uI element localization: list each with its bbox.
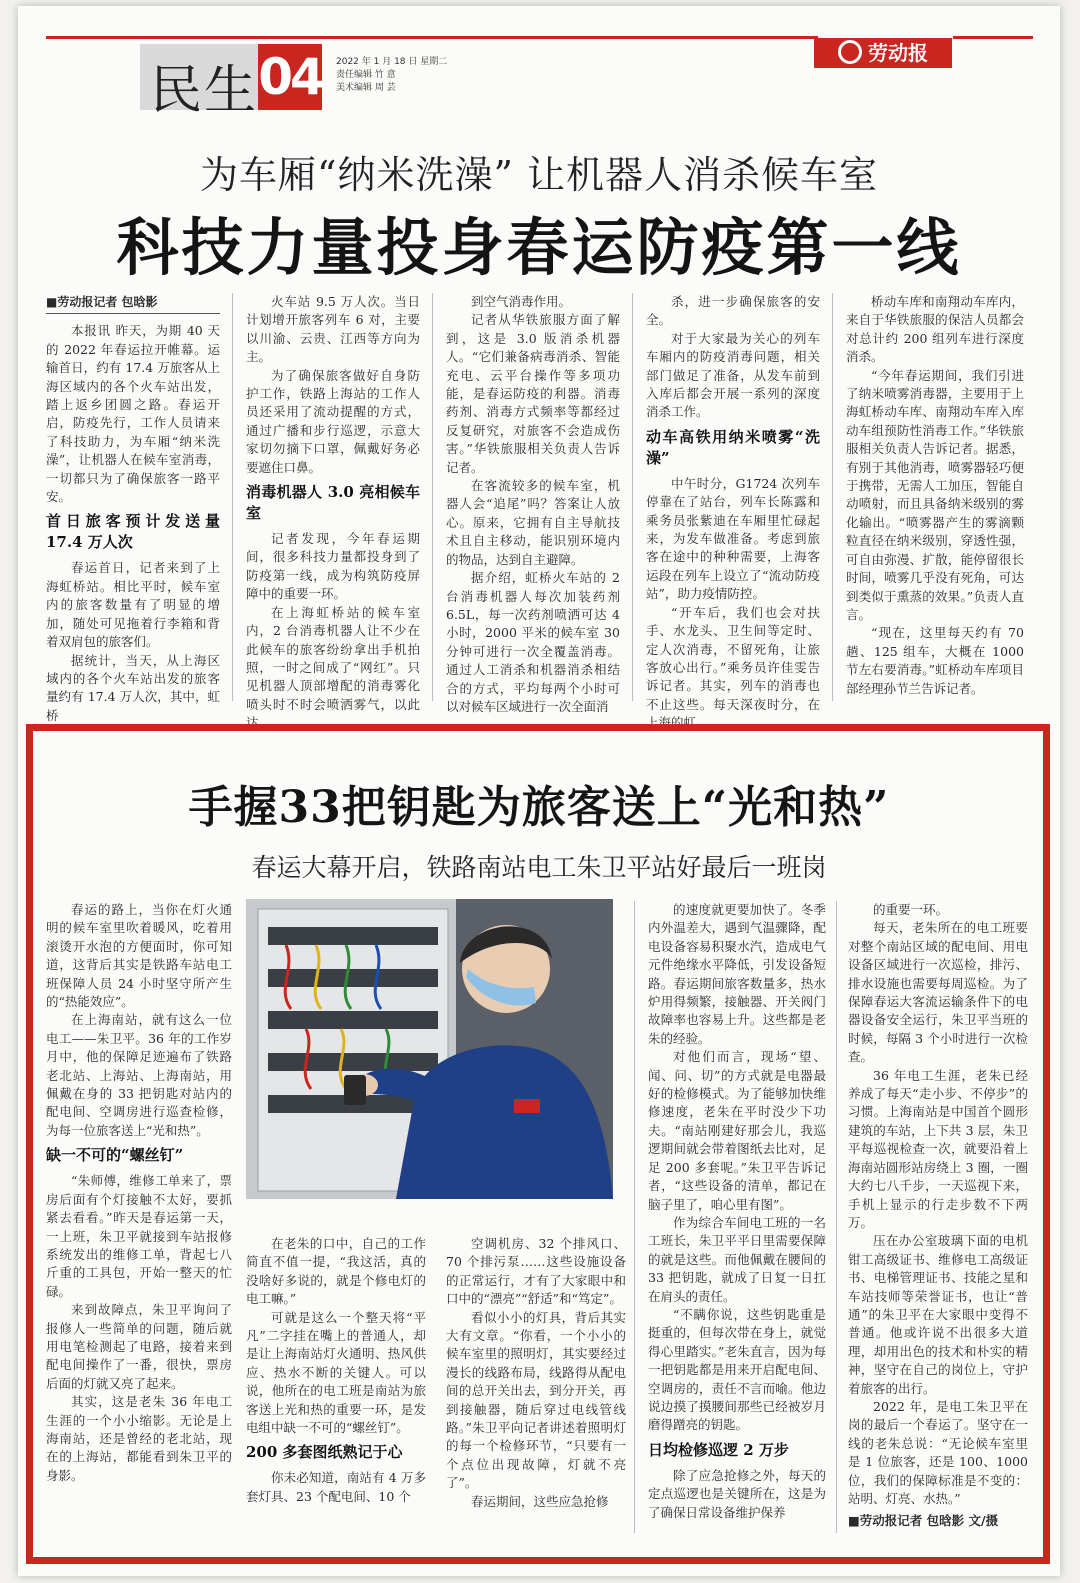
article2-column-2 bbox=[246, 1235, 426, 1535]
paragraph: 到空气消毒作用。 bbox=[471, 294, 572, 309]
section-title: 民生 bbox=[150, 61, 259, 121]
paragraph: 在上海虹桥站的候车室内，2 台消毒机器人让不少在此候车的旅客纷纷拿出手机拍照，一时之间成了“网红”。只见机器人顶部增配的消毒雾化喷头时不时会喷洒雾气，以此达 bbox=[246, 604, 420, 731]
paragraph: 在客流较多的候车室，机器人会“追尾”吗？答案让人放心。原来，它拥有自主导航技术且自主移动，能识别环境内的物品，达到自主避障。 bbox=[446, 478, 620, 567]
subheading: 200 多套图纸熟记于心 bbox=[246, 1443, 403, 1462]
photo-credit: ■劳动报记者 包晗影 文/摄 bbox=[848, 1513, 999, 1529]
paragraph: 对于大家最为关心的列车车厢内的防疫消毒问题，相关部门做足了准备，从发车前到入库后都会开展一系列的深度消杀工作。 bbox=[646, 330, 820, 420]
editor-line: 责任编辑 竹 意 bbox=[336, 70, 396, 80]
article2-column-1 bbox=[46, 901, 232, 1533]
newspaper-page bbox=[18, 6, 1060, 1576]
paragraph: 每天，老朱所在的电工班要对整个南站区域的配电间、用电设备区域进行一次巡检，排污、排水设施也需要每周巡检。为了保障春运大客流运输条件下的电器设备安全运行，朱卫平当班的时候，每隔 3 个小时进行一次检查。 bbox=[848, 920, 1028, 1065]
paragraph: 其实，这是老朱 36 年电工生涯的一个小小缩影。无论是上海南站，还是曾经的老北站，现在的上海站，都能看到朱卫平的身影。 bbox=[46, 1394, 232, 1483]
paragraph: 杀，进一步确保旅客的安全。 bbox=[646, 294, 820, 328]
paragraph: 春运期间，这些应急抢修 bbox=[471, 1493, 609, 1509]
paragraph: 看似小小的灯具，背后其实大有文章。“你看，一个小小的候车室里的照明灯，其实要经过漫长的线路布局，线路得从配电间的总开关出去，到分开关，再到接触器，随后穿过电线管线路。”朱卫平向记者讲述着照明灯的每一个检修环节，“只要有一个点位出现故障，灯就不亮了”。 bbox=[446, 1309, 626, 1491]
article1-column-1 bbox=[46, 293, 220, 723]
column-divider bbox=[232, 293, 233, 701]
paragraph: “朱师傅，维修工单来了，票房后面有个灯接触不太好，要抓紧去看看。”昨天是春运第一天，一上班，朱卫平就接到车站报修系统发出的维修工单，背起七八斤重的工具包，开始一整天的忙碌。 bbox=[46, 1173, 232, 1299]
column-divider bbox=[432, 293, 433, 701]
date-line: 2022 年 1 月 18 日 星期二 bbox=[336, 57, 448, 67]
paragraph: 的重要一环。 bbox=[873, 902, 949, 917]
paragraph: “不瞒你说，这些钥匙重是挺重的，但每次带在身上，就觉得心里踏实。”老朱直言，因为每一把钥匙都是用来开启配电间、空调房的，责任不言而喻。他边说边摸了摸腰间那些已经被岁月磨得蹭亮的钥匙。 bbox=[648, 1306, 826, 1433]
article2-headline: 手握33把钥匙为旅客送上“光和热” bbox=[188, 782, 890, 833]
byline: ■劳动报记者 包晗影 bbox=[46, 293, 220, 314]
paragraph: 桥动车库和南翔动车库内，来自于华铁旅服的保洁人员都会对总计约 200 组列车进行深度消杀。 bbox=[846, 294, 1024, 365]
art-editor-line: 美术编辑 周 芸 bbox=[336, 83, 396, 93]
paragraph: 压在办公室玻璃下面的电机钳工高级证书、维修电工高级证书、电梯管理证书、技能之星和车站技师等荣誉证书，也让“普通”的朱卫平在大家眼中变得不普通。他或许说不出很多大道理，却用出色的技术和朴实的精神，坚守在自己的岗位上，守护着旅客的出行。 bbox=[848, 1233, 1028, 1396]
article2-column-3 bbox=[446, 1235, 626, 1535]
paragraph: 春运的路上，当你在灯火通明的候车室里吹着暖风，吃着用滚烫开水泡的方便面时，你可知道，这背后其实是铁路车站电工班保障人员 24 小时坚守所产生的“热能效应”。 bbox=[46, 902, 232, 1010]
paragraph: 为了确保旅客做好自身防护工作，铁路上海站的工作人员还采用了流动提醒的方式，通过广播和步行巡逻，示意大家切勿摘下口罩，佩戴好务必要遮住口鼻。 bbox=[246, 367, 420, 475]
article2-column-4 bbox=[648, 901, 826, 1533]
paragraph: 2022 年，是电工朱卫平在岗的最后一个春运了。坚守在一线的老朱总说：“无论候车室里是 1 位旅客，还是 100、1000 位，我们的保障标准是不变的：站明、灯亮、水热。” bbox=[848, 1398, 1028, 1506]
paragraph: 作为综合车间电工班的一名工班长，朱卫平平日里需要保障的就是这些。而他佩戴在腰间的 33 把钥匙，就成了日复一日扛在肩头的责任。 bbox=[648, 1214, 826, 1304]
subheading: 日均检修巡逻 2 万步 bbox=[648, 1440, 789, 1459]
column-divider bbox=[832, 293, 833, 701]
paragraph: 你未必知道，南站有 4 万多套灯具、23 个配电间、10 个 bbox=[246, 1470, 426, 1504]
article1-column-4 bbox=[646, 293, 820, 731]
article2-kicker: 春运大幕开启，铁路南站电工朱卫平站好最后一班岗 bbox=[251, 853, 827, 882]
logo-text: 劳动报 bbox=[868, 41, 928, 65]
newspaper-logo bbox=[814, 38, 952, 68]
page-number: 04 bbox=[258, 44, 322, 110]
subheading: 消毒机器人 3.0 亮相候车室 bbox=[246, 483, 420, 523]
article1-column-2 bbox=[246, 293, 420, 731]
paragraph: 在老朱的口中，自己的工作简直不值一提，“我这活，真的没啥好多说的，就是个修电灯的电工嘛。” bbox=[246, 1236, 426, 1307]
electrician-photo bbox=[246, 899, 613, 1199]
article1-kicker: 为车厢“纳米洗澡” 让机器人消杀候车室 bbox=[200, 153, 878, 197]
paragraph: 中午时分，G1724 次列车停靠在了站台，列车长陈露和乘务员张紫迪在车厢里忙碌起来，为发车做准备。考虑到旅客在途中的种种需要，上海客运段在列车上设立了“流动防疫站”，助力疫情防控。 bbox=[646, 475, 820, 602]
paragraph: 36 年电工生涯，老朱已经养成了每天“走小步、不停步”的习惯。上海南站是中国首个圆形建筑的车站，上下共 3 层，朱卫平每巡视检查一次，就要沿着上海南站圆形站房绕上 3 圈，一圈大约七八千步，一天巡视下来，手机上显示的行走步数不下两万。 bbox=[848, 1067, 1028, 1230]
paragraph: 对他们而言，现场“望、闻、问、切”的方式就是电器最好的检修模式。为了能够加快维修速度，老朱在平时没少下功夫。“南站刚建好那会儿，我巡逻期间就会带着图纸去比对，足足 200 多套呢。”朱卫平告诉记者，“这些设备的清单，都记在脑子里了，咱心里有图”。 bbox=[648, 1049, 826, 1212]
column-divider bbox=[632, 293, 633, 701]
column-divider bbox=[634, 901, 635, 1533]
paragraph: 在上海南站，就有这么一位电工——朱卫平。36 年的工作岁月中，他的保障足迹遍布了铁路老北站、上海站、上海南站，用佩戴在身的 33 把钥匙对站内的配电间、空调房进行巡查检修，为每一位旅客送上“光和热”。 bbox=[46, 1012, 232, 1138]
paragraph: “现在，这里每天约有 70 趟、125 组车，大概在 1000 节左右要消毒。”虹桥动车库项目部经理孙节兰告诉记者。 bbox=[846, 625, 1024, 696]
article1-column-3 bbox=[446, 293, 620, 714]
subheading: 首日旅客预计发送量 17.4 万人次 bbox=[46, 512, 220, 552]
paragraph: 的速度就更要加快了。冬季内外温差大，遇到气温骤降，配电设备容易积聚水汽，造成电气元件绝缘水平降低，引发设备短路。春运期间旅客数量多，热水炉用得频繁，接触器、开关阀门故障率也容易上升。这些都是老朱的经验。 bbox=[648, 902, 826, 1046]
paragraph: 记者发现，今年春运期间，很多科技力量都投身到了防疫第一线，成为构筑防疫屏障中的重要一环。 bbox=[246, 531, 420, 602]
paragraph: 可就是这么一个整天将“平凡”二字挂在嘴上的普通人，却是让上海南站灯火通明、热风供应、热水不断的关键人。可以说，他所在的电工班是南站为旅客送上光和热的重要一环，是发电组中缺一不可的“螺丝钉”。 bbox=[246, 1309, 426, 1436]
photo-illustration bbox=[246, 899, 613, 1199]
article1-headline: 科技力量投身春运防疫第一线 bbox=[116, 211, 962, 284]
article1-column-5 bbox=[846, 293, 1024, 701]
paragraph: 本报讯 昨天，为期 40 天的 2022 年春运拉开帷幕。运输首日，约有 17.4 万旅客从上海区域内的各个火车站出发，踏上返乡团圆之路。春运开启，防疫先行，工作人员请来了科技助力，为车厢“纳米洗澡”，让机器人在候车室消毒，一切都只为了确保旅客一路平安。 bbox=[46, 323, 220, 505]
subheading: 缺一不可的“螺丝钉” bbox=[46, 1146, 184, 1165]
paragraph: 火车站 9.5 万人次。当日计划增开旅客列车 6 对，主要以川渝、云贵、江西等方向为主。 bbox=[246, 294, 420, 365]
paragraph: 据介绍，虹桥火车站的 2 台消毒机器人每次加装药剂 6.5L，每一次药剂喷洒可达 4 小时，2000 平米的候车室 30 分钟可进行一次全覆盖消毒。通过人工消杀和机器消杀相结合的方式，平均每两个小时可以对候车区域进行一次全面消 bbox=[446, 570, 620, 714]
logo-icon bbox=[838, 40, 862, 64]
paragraph: 记者从华铁旅服方面了解到，这是 3.0 版消杀机器人。“它们兼备病毒消杀、智能充电、云平台操作等多项功能，是春运防疫的利器。消毒药剂、消毒方式频率等都经过反复研究，对旅客不会造成伤害。”华铁旅服相关负责人告诉记者。 bbox=[446, 312, 620, 475]
paragraph: 春运首日，记者来到了上海虹桥站。相比平时，候车室内的旅客数量有了明显的增加，随处可见拖着行李箱和背着双肩包的旅客们。 bbox=[46, 560, 220, 650]
article2-column-5 bbox=[848, 901, 1028, 1533]
paragraph: “开车后，我们也会对扶手、水龙头、卫生间等定时、定人次消毒，不留死角，让旅客放心出行。”乘务员许佳雯告诉记者。其实，列车的消毒也不止这些。每天深夜时分，在上海的虹 bbox=[646, 604, 820, 731]
paragraph: 据统计，当天，从上海区域内的各个火车站出发的旅客量约有 17.4 万人次，其中，虹桥 bbox=[46, 652, 220, 723]
paragraph: 除了应急抢修之外，每天的定点巡逻也是关键所在，这是为了确保日常设备维护保养 bbox=[648, 1467, 826, 1520]
paragraph: 来到故障点，朱卫平询问了报修人一些简单的问题，随后就用电笔检测起了电路，接着来到配电间操作了一番，很快，票房后面的灯就又亮了起来。 bbox=[46, 1302, 232, 1391]
edition-meta bbox=[336, 56, 447, 95]
paragraph: 空调机房、32 个排风口、70 个排污泵……这些设施设备的正常运行，才有了大家眼中和口中的“漂亮”“舒适”和“笃定”。 bbox=[446, 1236, 626, 1307]
subheading: 动车高铁用纳米喷雾“洗澡” bbox=[646, 427, 820, 467]
header-rule bbox=[46, 36, 818, 39]
header-rule-right bbox=[953, 36, 1033, 39]
column-divider bbox=[836, 901, 837, 1533]
paragraph: “今年春运期间，我们引进了纳米喷雾消毒器，主要用于上海虹桥动车库、南翔动车库入库动车组预防性消毒工作。”华铁旅服相关负责人告诉记者。据悉，有别于其他消毒，喷雾器轻巧便于携带，无需人工加压，智能自动喷射，而且具备纳米级别的雾化输出。“喷雾器产生的雾滴颗粒直径在纳米级别，穿透性强，可自由弥漫、扩散，能停留很长时间，喷雾几乎没有死角，可达到类似于熏蒸的效果。”负责人直言。 bbox=[846, 367, 1024, 622]
